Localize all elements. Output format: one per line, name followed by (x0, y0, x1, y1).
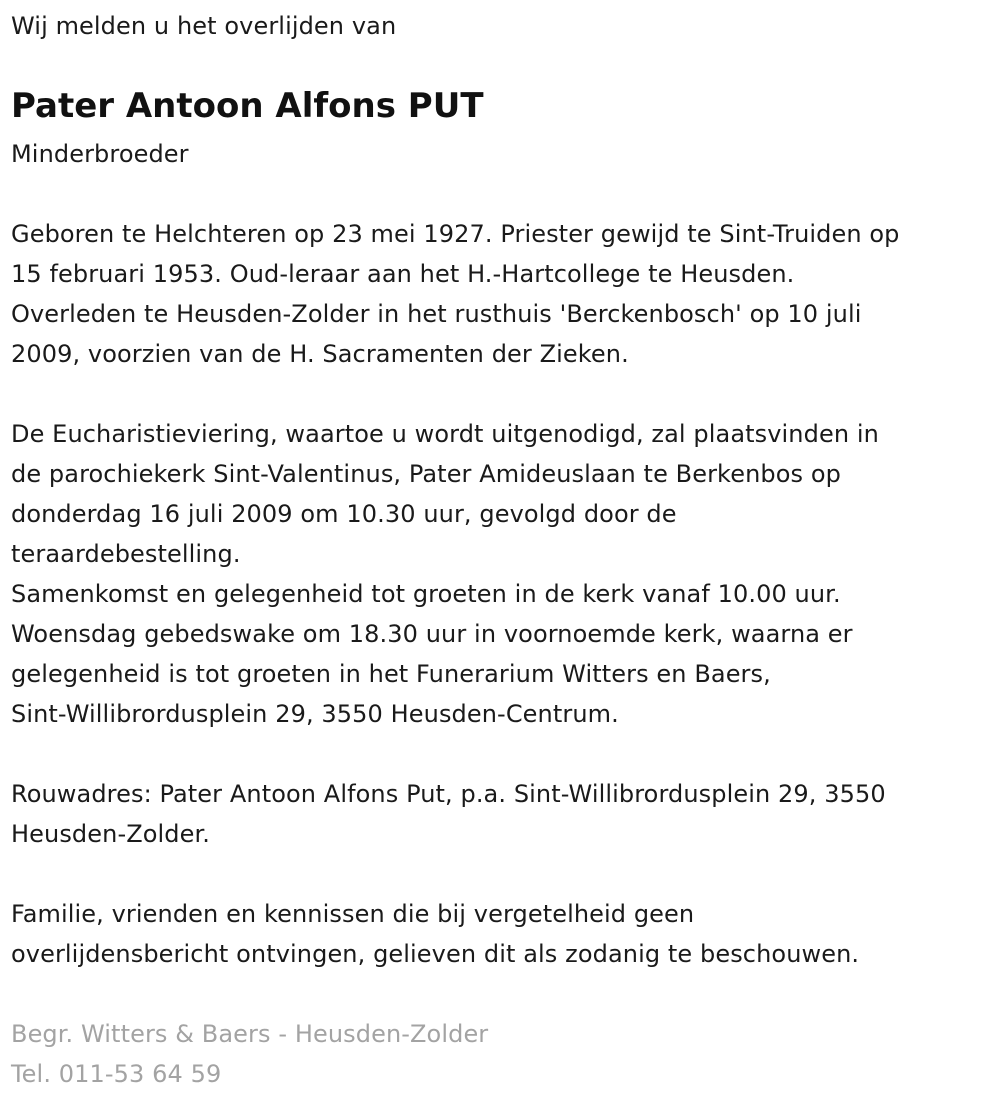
paragraph-line: Familie, vrienden en kennissen die bij vergetelheid geen (11, 900, 695, 928)
paragraph-line: de parochiekerk Sint-Valentinus, Pater Amideuslaan te Berkenbos op (11, 460, 841, 488)
undertaker-footer (11, 1014, 488, 1094)
paragraph-line: Geboren te Helchteren op 23 mei 1927. Priester gewijd te Sint-Truiden op (11, 220, 900, 248)
paragraph-line: Samenkomst en gelegenheid tot groeten in de kerk vanaf 10.00 uur. (11, 580, 841, 608)
mourning-address-paragraph (11, 774, 886, 854)
family-note-paragraph (11, 894, 859, 974)
paragraph-line: donderdag 16 juli 2009 om 10.30 uur, gevolgd door de (11, 500, 677, 528)
paragraph-line: Sint-Willibrordusplein 29, 3550 Heusden-Centrum. (11, 700, 619, 728)
paragraph-line: De Eucharistieviering, waartoe u wordt uitgenodigd, zal plaatsvinden in (11, 420, 879, 448)
paragraph-line: Overleden te Heusden-Zolder in het rusthuis 'Berckenbosch' op 10 juli (11, 300, 862, 328)
paragraph-line: Heusden-Zolder. (11, 820, 210, 848)
biography-paragraph (11, 214, 900, 374)
intro-text: Wij melden u het overlijden van (11, 12, 397, 40)
paragraph-line: Rouwadres: Pater Antoon Alfons Put, p.a. Sint-Willibrordusplein 29, 3550 (11, 780, 886, 808)
paragraph-line: 15 februari 1953. Oud-leraar aan het H.-Hartcollege te Heusden. (11, 260, 795, 288)
undertaker-name: Begr. Witters & Baers - Heusden-Zolder (11, 1020, 489, 1048)
paragraph-line: Woensdag gebedswake om 18.30 uur in voornoemde kerk, waarna er (11, 620, 853, 648)
paragraph-line: teraardebestelling. (11, 540, 241, 568)
paragraph-line: 2009, voorzien van de H. Sacramenten der Zieken. (11, 340, 629, 368)
undertaker-phone: Tel. 011-53 64 59 (11, 1060, 222, 1088)
religious-order: Minderbroeder (11, 140, 189, 168)
ceremony-paragraph (11, 414, 879, 734)
paragraph-line: overlijdensbericht ontvingen, gelieven dit als zodanig te beschouwen. (11, 940, 860, 968)
deceased-name: Pater Antoon Alfons PUT (11, 86, 484, 126)
paragraph-line: gelegenheid is tot groeten in het Funerarium Witters en Baers, (11, 660, 771, 688)
